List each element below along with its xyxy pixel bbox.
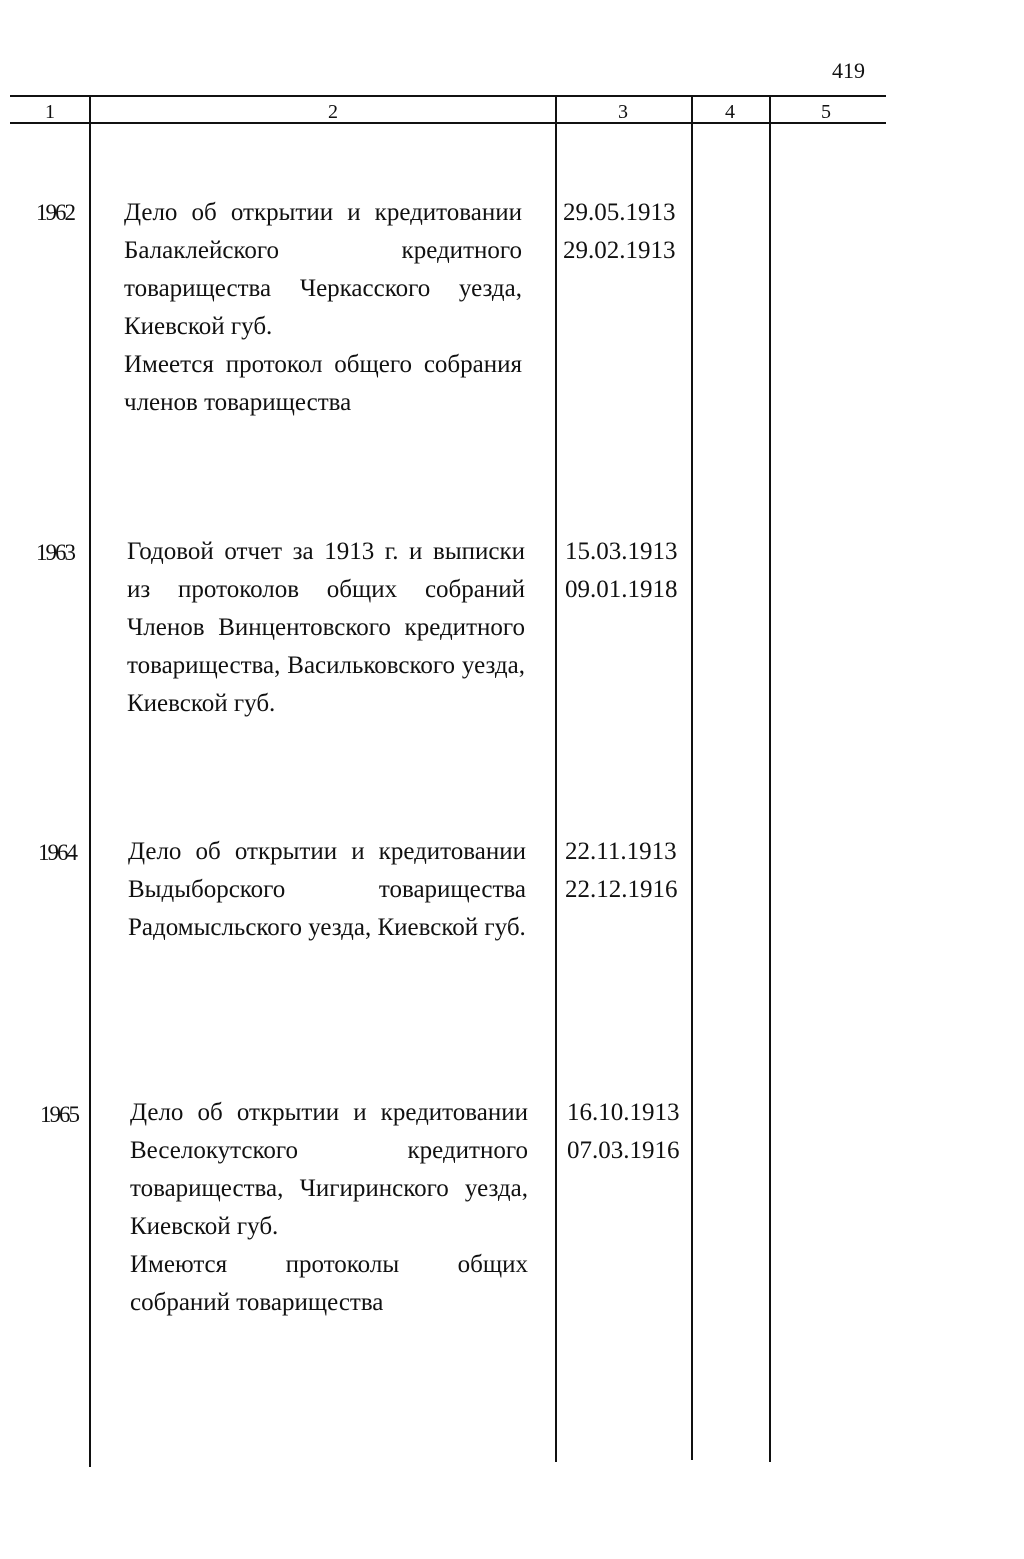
column-divider-2 <box>555 95 557 1462</box>
column-header-5: 5 <box>821 101 831 123</box>
column-header-3: 3 <box>618 101 628 123</box>
entry-description <box>128 833 526 947</box>
description-paragraph: Годовой отчет за 1913 г. и выписки из протоколов общих собраний Членов Винцентовского кредитного товарищества, Васильковского уезда, Киевской губ. <box>127 538 525 717</box>
header-top-rule <box>10 95 886 97</box>
entry-number: 1964 <box>38 840 76 865</box>
description-paragraph: Дело об открытии и кредитовании Балаклейского кредитного товарищества Черкасского уезда, Киевской губ. <box>124 199 522 340</box>
end-date: 29.02.1913 <box>563 237 676 264</box>
column-divider-1 <box>89 95 91 1467</box>
column-header-4: 4 <box>725 101 735 123</box>
description-paragraph: Имеются протоколы общих собраний товарищества <box>130 1251 528 1316</box>
entry-number: 1963 <box>36 540 74 565</box>
entry-description <box>130 1094 528 1322</box>
column-divider-4 <box>769 95 771 1462</box>
entry-dates <box>565 533 678 609</box>
header-bottom-rule <box>10 122 886 124</box>
column-header-2: 2 <box>328 101 338 123</box>
end-date: 22.12.1916 <box>565 876 678 903</box>
start-date: 15.03.1913 <box>565 538 678 565</box>
start-date: 22.11.1913 <box>565 838 677 865</box>
entry-dates <box>563 194 676 270</box>
end-date: 07.03.1916 <box>567 1137 680 1164</box>
column-header-1: 1 <box>45 101 55 123</box>
start-date: 29.05.1913 <box>563 199 676 226</box>
description-paragraph: Дело об открытии и кредитовании Выдыборского товарищества Радомысльского уезда, Киевской губ. <box>128 838 526 941</box>
column-divider-3 <box>691 95 693 1460</box>
entry-dates <box>565 833 678 909</box>
entry-dates <box>567 1094 680 1170</box>
entry-number: 1965 <box>40 1102 78 1127</box>
description-paragraph: Дело об открытии и кредитовании Веселокутского кредитного товарищества, Чигиринского уезда, Киевской губ. <box>130 1099 528 1240</box>
start-date: 16.10.1913 <box>567 1099 680 1126</box>
description-paragraph: Имеется протокол общего собрания членов товарищества <box>124 351 522 416</box>
end-date: 09.01.1918 <box>565 576 678 603</box>
entry-description <box>124 194 522 422</box>
page-number: 419 <box>832 58 865 83</box>
entry-number: 1962 <box>36 200 74 225</box>
entry-description <box>127 533 525 723</box>
